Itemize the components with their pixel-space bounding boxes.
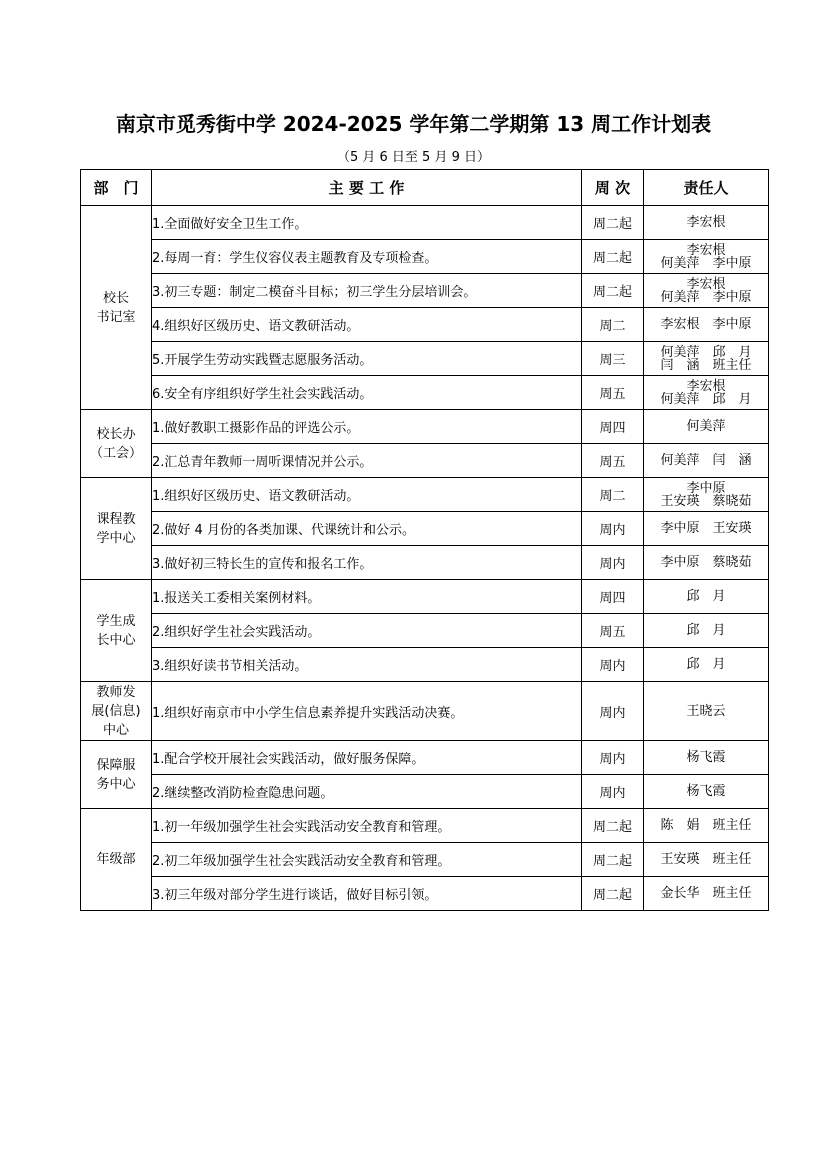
week-cell: 周三 (582, 342, 644, 376)
week-cell: 周二 (582, 308, 644, 342)
department-name-line: 书记室 (96, 309, 136, 325)
table-row (81, 843, 769, 877)
responsible-name-line: 何美萍 (686, 419, 726, 434)
table-row (81, 444, 769, 478)
week-cell: 周五 (582, 444, 644, 478)
department-name-line: 教师发 (96, 684, 136, 700)
header-dept: 部 门 (81, 170, 152, 206)
task-cell: 1.初一年级加强学生社会实践活动安全教育和管理。 (152, 809, 582, 843)
responsible-name-line: 王安瑛 班主任 (660, 852, 752, 867)
responsible-cell (644, 444, 769, 478)
week-cell: 周内 (582, 648, 644, 682)
responsible-name-line: 李中原 王安瑛 (660, 521, 752, 536)
responsible-name-line: 杨飞霞 (686, 784, 726, 799)
task-cell: 5.开展学生劳动实践暨志愿服务活动。 (152, 342, 582, 376)
department-name-line: 学中心 (96, 530, 136, 546)
task-cell: 2.做好 4 月份的各类加课、代课统计和公示。 (152, 512, 582, 546)
responsible-name-line: 李中原 蔡晓茹 (660, 555, 752, 570)
table-row (81, 614, 769, 648)
week-cell: 周内 (582, 512, 644, 546)
week-cell: 周四 (582, 580, 644, 614)
responsible-name-line: 李宏根 (686, 215, 726, 230)
task-cell: 1.组织好南京市中小学生信息素养提升实践活动决赛。 (152, 682, 582, 741)
table-row (81, 775, 769, 809)
responsible-name-line: 王晓云 (686, 703, 726, 719)
responsible-cell (644, 580, 769, 614)
responsible-name-line: 李宏根 (686, 276, 726, 292)
header-work: 主 要 工 作 (152, 170, 582, 206)
responsible-cell (644, 648, 769, 682)
page-title: 南京市觅秀街中学 2024-2025 学年第二学期第 13 周工作计划表 (115, 112, 712, 136)
responsible-cell (644, 877, 769, 911)
week-cell: 周二起 (582, 877, 644, 911)
department-cell (81, 580, 152, 682)
responsible-name-line: 何美萍 李中原 (660, 255, 752, 271)
responsible-cell (644, 376, 769, 410)
department-name-line: 展(信息) (91, 703, 141, 719)
responsible-cell (644, 240, 769, 274)
header-row (81, 170, 769, 206)
table-row (81, 877, 769, 911)
responsible-cell (644, 478, 769, 512)
week-cell: 周五 (582, 614, 644, 648)
responsible-cell (644, 206, 769, 240)
responsible-cell (644, 614, 769, 648)
week-cell: 周内 (582, 775, 644, 809)
department-name-line: 中心 (102, 722, 129, 738)
date-range: （5 月 6 日至 5 月 9 日） (336, 150, 490, 165)
responsible-cell (644, 682, 769, 741)
responsible-cell (644, 843, 769, 877)
task-cell: 2.初二年级加强学生社会实践活动安全教育和管理。 (152, 843, 582, 877)
week-cell: 周二起 (582, 240, 644, 274)
department-name-line: 校长办 (96, 426, 136, 442)
task-cell: 2.继续整改消防检查隐患问题。 (152, 775, 582, 809)
table-row (81, 741, 769, 775)
responsible-cell (644, 546, 769, 580)
table-row (81, 410, 769, 444)
responsible-name-line: 何美萍 李中原 (660, 289, 752, 305)
department-name-line: 课程教 (96, 511, 136, 527)
task-cell: 4.组织好区级历史、语文教研活动。 (152, 308, 582, 342)
responsible-name-line: 李宏根 (686, 378, 726, 394)
week-cell: 周内 (582, 741, 644, 775)
task-cell: 1.全面做好安全卫生工作。 (152, 206, 582, 240)
responsible-name-line: 邱 月 (686, 657, 726, 672)
department-cell (81, 809, 152, 911)
week-cell: 周二起 (582, 206, 644, 240)
table-row (81, 274, 769, 308)
work-plan-table (80, 169, 769, 911)
responsible-cell (644, 410, 769, 444)
department-name-line: 学生成 (96, 613, 136, 629)
task-cell: 3.初三年级对部分学生进行谈话，做好目标引领。 (152, 877, 582, 911)
table-row (81, 682, 769, 741)
responsible-name-line: 李中原 (686, 480, 726, 496)
responsible-name-line: 李宏根 (686, 242, 726, 258)
responsible-name-line: 何美萍 邱 月 (660, 344, 752, 360)
responsible-name-line: 闫 涵 班主任 (660, 357, 752, 373)
week-cell: 周二起 (582, 809, 644, 843)
task-cell: 1.报送关工委相关案例材料。 (152, 580, 582, 614)
task-cell: 2.汇总青年教师一周听课情况并公示。 (152, 444, 582, 478)
responsible-name-line: 王安瑛 蔡晓茹 (660, 493, 752, 509)
table-body (81, 206, 769, 911)
table-row (81, 546, 769, 580)
task-cell: 3.做好初三特长生的宣传和报名工作。 (152, 546, 582, 580)
week-cell: 周内 (582, 546, 644, 580)
table-row (81, 342, 769, 376)
task-cell: 3.初三专题：制定二模奋斗目标；初三学生分层培训会。 (152, 274, 582, 308)
header-week: 周 次 (582, 170, 644, 206)
department-name-line: 长中心 (96, 632, 136, 648)
responsible-cell (644, 342, 769, 376)
responsible-cell (644, 308, 769, 342)
responsible-name-line: 陈 娟 班主任 (660, 818, 752, 833)
responsible-cell (644, 809, 769, 843)
task-cell: 3.组织好读书节相关活动。 (152, 648, 582, 682)
task-cell: 1.做好教职工摄影作品的评选公示。 (152, 410, 582, 444)
task-cell: 6.安全有序组织好学生社会实践活动。 (152, 376, 582, 410)
week-cell: 周四 (582, 410, 644, 444)
week-cell: 周二 (582, 478, 644, 512)
week-cell: 周二起 (582, 843, 644, 877)
table-row (81, 240, 769, 274)
table-row (81, 512, 769, 546)
table-row (81, 308, 769, 342)
responsible-cell (644, 274, 769, 308)
task-cell: 1.组织好区级历史、语文教研活动。 (152, 478, 582, 512)
week-cell: 周二起 (582, 274, 644, 308)
department-name-line: （工会） (89, 445, 142, 461)
department-cell (81, 741, 152, 809)
responsible-cell (644, 741, 769, 775)
department-cell (81, 410, 152, 478)
department-name-line: 年级部 (96, 852, 136, 867)
header-resp: 责任人 (644, 170, 769, 206)
department-name-line: 保障服 (96, 757, 136, 773)
table-row (81, 648, 769, 682)
week-cell: 周五 (582, 376, 644, 410)
responsible-name-line: 金长华 班主任 (660, 886, 752, 901)
department-cell (81, 478, 152, 580)
week-cell: 周内 (582, 682, 644, 741)
responsible-name-line: 杨飞霞 (686, 750, 726, 765)
table-row (81, 580, 769, 614)
department-name-line: 校长 (102, 290, 129, 306)
responsible-name-line: 何美萍 邱 月 (660, 391, 752, 407)
responsible-name-line: 何美萍 闫 涵 (660, 453, 752, 468)
responsible-name-line: 李宏根 李中原 (660, 317, 752, 332)
table-row (81, 809, 769, 843)
task-cell: 2.每周一育：学生仪容仪表主题教育及专项检查。 (152, 240, 582, 274)
table-row (81, 376, 769, 410)
responsible-name-line: 邱 月 (686, 589, 726, 604)
task-cell: 1.配合学校开展社会实践活动，做好服务保障。 (152, 741, 582, 775)
responsible-cell (644, 512, 769, 546)
table-row (81, 478, 769, 512)
responsible-cell (644, 775, 769, 809)
department-cell (81, 682, 152, 741)
department-cell (81, 206, 152, 410)
task-cell: 2.组织好学生社会实践活动。 (152, 614, 582, 648)
responsible-name-line: 邱 月 (686, 623, 726, 638)
table-row (81, 206, 769, 240)
department-name-line: 务中心 (96, 776, 136, 792)
